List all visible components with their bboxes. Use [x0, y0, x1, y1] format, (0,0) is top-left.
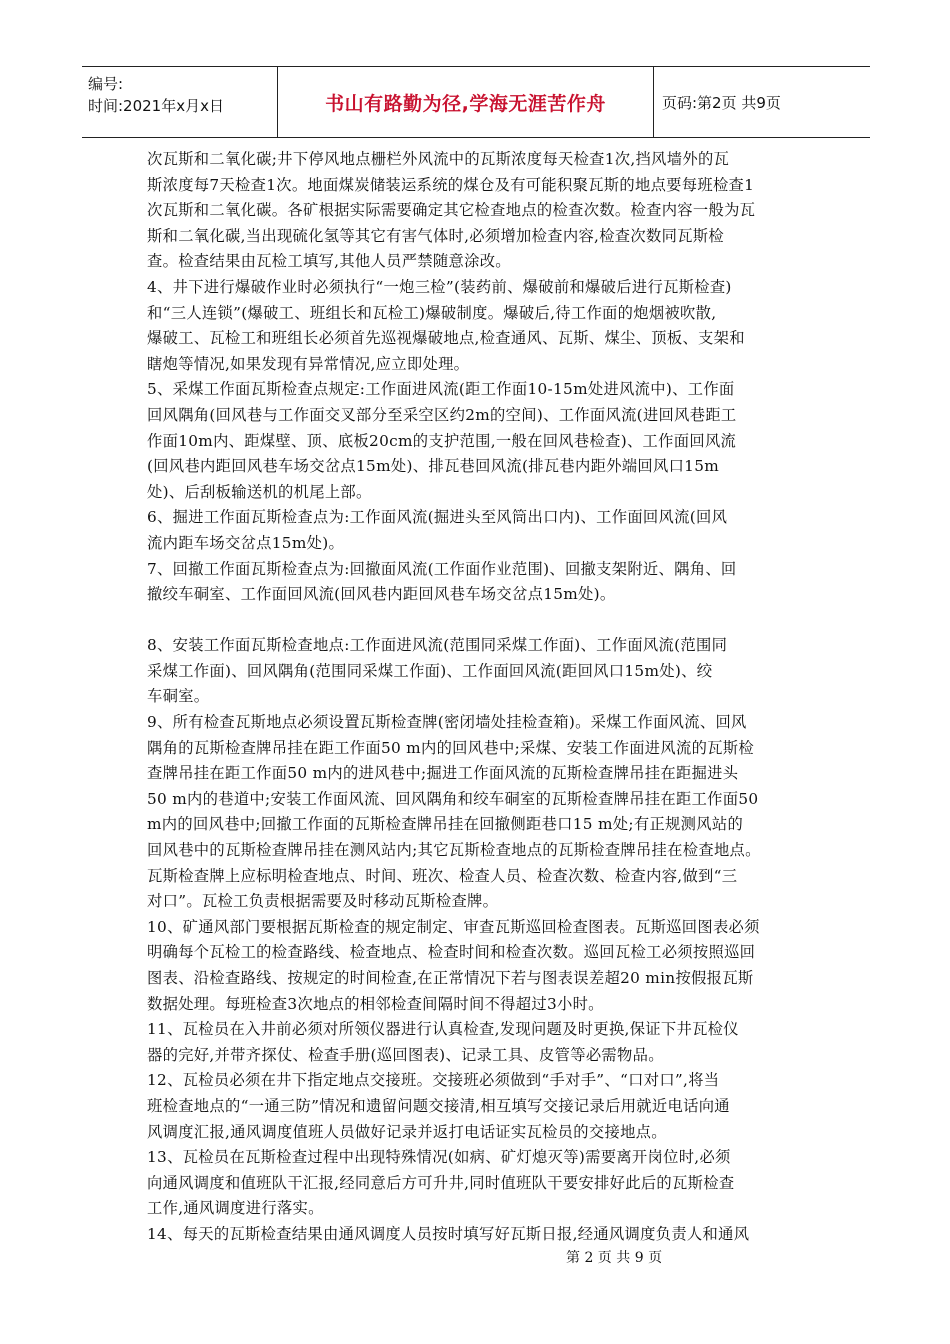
text-line: 器的完好,并带齐探仗、检查手册(巡回图表)、记录工具、皮管等必需物品。 — [147, 1045, 664, 1064]
text-line: 车硐室。 — [147, 687, 210, 706]
text-line: 采煤工作面)、回风隅角(范围同采煤工作面)、工作面回风流(距回风口15m处)、绞 — [147, 661, 713, 680]
text-line: 6、掘进工作面瓦斯检查点为:工作面风流(掘进头至风筒出口内)、工作面回风流(回风 — [147, 508, 728, 527]
text-line: 瓦斯检查牌上应标明检查地点、时间、班次、检查人员、检查次数、检查内容,做到“三 — [147, 866, 738, 885]
document-number-label: 编号: — [88, 75, 124, 93]
header-page-info-cell — [654, 67, 870, 137]
text-line: 斯和二氧化碳,当出现硫化氢等其它有害气体时,必须增加检查内容,检查次数同瓦斯检 — [147, 226, 724, 245]
text-line: 风调度汇报,通风调度值班人员做好记录并返打电话证实瓦检员的交接地点。 — [147, 1122, 667, 1141]
text-line: 隅角的瓦斯检查牌吊挂在距工作面50 m内的回风巷中;采煤、安装工作面进风流的瓦斯检 — [147, 738, 754, 757]
text-line: 作面10m内、距煤壁、顶、底板20cm的支护范围,一般在回风巷检查)、工作面回风流 — [147, 431, 737, 450]
text-line: 次瓦斯和二氧化碳;井下停风地点栅栏外风流中的瓦斯浓度每天检查1次,挡风墙外的瓦 — [147, 150, 730, 168]
text-line: 查。检查结果由瓦检工填写,其他人员严禁随意涂改。 — [147, 252, 511, 271]
text-line: 查牌吊挂在距工作面50 m内的进风巷中;掘进工作面风流的瓦斯检查牌吊挂在距掘进头 — [147, 764, 739, 783]
text-line: 回风巷中的瓦斯检查牌吊挂在测风站内;其它瓦斯检查地点的瓦斯检查牌吊挂在检查地点。 — [147, 841, 761, 860]
text-line: 明确每个瓦检工的检查路线、检查地点、检查时间和检查次数。巡回瓦检工必须按照巡回 — [147, 943, 756, 962]
document-time-label: 时间:2021年x月x日 — [88, 97, 224, 115]
text-line: 撤绞车硐室、工作面回风流(回风巷内距回风巷车场交岔点15m处)。 — [147, 585, 616, 604]
text-line: 10、矿通风部门要根据瓦斯检查的规定制定、审查瓦斯巡回检查图表。瓦斯巡回图表必须 — [147, 917, 760, 936]
header-page-info: 页码:第2页 共9页 — [662, 93, 781, 112]
text-line: 13、瓦检员在瓦斯检查过程中出现特殊情况(如病、矿灯熄灭等)需要离开岗位时,必须 — [147, 1148, 731, 1167]
header-slogan: 书山有路勤为径,学海无涯苦作舟 — [325, 92, 606, 115]
text-line: 次瓦斯和二氧化碳。各矿根据实际需要确定其它检查地点的检查次数。检查内容一般为瓦 — [147, 201, 756, 220]
text-line: 爆破工、瓦检工和班组长必须首先巡视爆破地点,检查通风、瓦斯、煤尘、顶板、支架和 — [147, 329, 745, 348]
page-header — [82, 66, 870, 138]
text-line: 处)、后刮板输送机的机尾上部。 — [147, 482, 372, 501]
footer-page-number: 第 2 页 共 9 页 — [566, 1250, 663, 1266]
text-line: 瞎炮等情况,如果发现有异常情况,应立即处理。 — [147, 354, 470, 373]
text-line: 14、每天的瓦斯检查结果由通风调度人员按时填写好瓦斯日报,经通风调度负责人和通风 — [147, 1224, 750, 1243]
text-line: 数据处理。每班检查3次地点的相邻检查间隔时间不得超过3小时。 — [147, 994, 604, 1013]
text-line: 8、安装工作面瓦斯检查地点:工作面进风流(范围同采煤工作面)、工作面风流(范围同 — [147, 636, 728, 655]
text-line: 5、采煤工作面瓦斯检查点规定:工作面进风流(距工作面10-15m处进风流中)、工作面 — [147, 380, 735, 399]
header-meta — [82, 67, 278, 137]
text-line: 向通风调度和值班队干汇报,经同意后方可升井,同时值班队干要安排好此后的瓦斯检查 — [147, 1173, 735, 1192]
text-line: 50 m内的巷道中;安装工作面风流、回风隅角和绞车硐室的瓦斯检查牌吊挂在距工作面50 — [147, 789, 759, 808]
text-line: 11、瓦检员在入井前必须对所领仪器进行认真检查,发现问题及时更换,保证下井瓦检仪 — [147, 1020, 739, 1039]
text-line: 图表、沿检查路线、按规定的时间检查,在正常情况下若与图表误差超20 min按假报瓦斯 — [147, 969, 754, 987]
text-line: m内的回风巷中;回撤工作面的瓦斯检查牌吊挂在回撤侧距巷口15 m处;有正规测风站的 — [147, 815, 744, 834]
text-line: 和“三人连锁”(爆破工、班组长和瓦检工)爆破制度。爆破后,待工作面的炮烟被吹散, — [147, 303, 717, 322]
text-line: 12、瓦检员必须在井下指定地点交接班。交接班必须做到“手对手”、“口对口”,将当 — [147, 1071, 720, 1090]
text-line: 9、所有检查瓦斯地点必须设置瓦斯检查牌(密闭墙处挂检查箱)。采煤工作面风流、回风 — [147, 713, 747, 732]
text-line: 班检查地点的“一通三防”情况和遗留问题交接清,相互填写交接记录后用就近电话向通 — [147, 1096, 730, 1115]
text-line — [147, 608, 827, 634]
text-line: 斯浓度每7天检查1次。地面煤炭储装运系统的煤仓及有可能积聚瓦斯的地点要每班检查1 — [147, 175, 755, 194]
header-slogan-cell — [278, 67, 654, 137]
text-line: 回风隅角(回风巷与工作面交叉部分至采空区约2m的空间)、工作面风流(进回风巷距工 — [147, 405, 737, 424]
document-body — [147, 147, 827, 1248]
text-line: 4、井下进行爆破作业时必须执行“一炮三检”(装药前、爆破前和爆破后进行瓦斯检查) — [147, 277, 732, 296]
text-line: 流内距车场交岔点15m处)。 — [147, 533, 345, 552]
text-line: 对口”。瓦检工负责根据需要及时移动瓦斯检查牌。 — [147, 892, 499, 911]
text-line: 工作,通风调度进行落实。 — [147, 1199, 324, 1218]
page-footer — [0, 1247, 950, 1267]
text-line: 7、回撤工作面瓦斯检查点为:回撤面风流(工作面作业范围)、回撤支架附近、隅角、回 — [147, 559, 737, 578]
text-line: (回风巷内距回风巷车场交岔点15m处)、排瓦巷回风流(排瓦巷内距外端回风口15m — [147, 457, 720, 476]
